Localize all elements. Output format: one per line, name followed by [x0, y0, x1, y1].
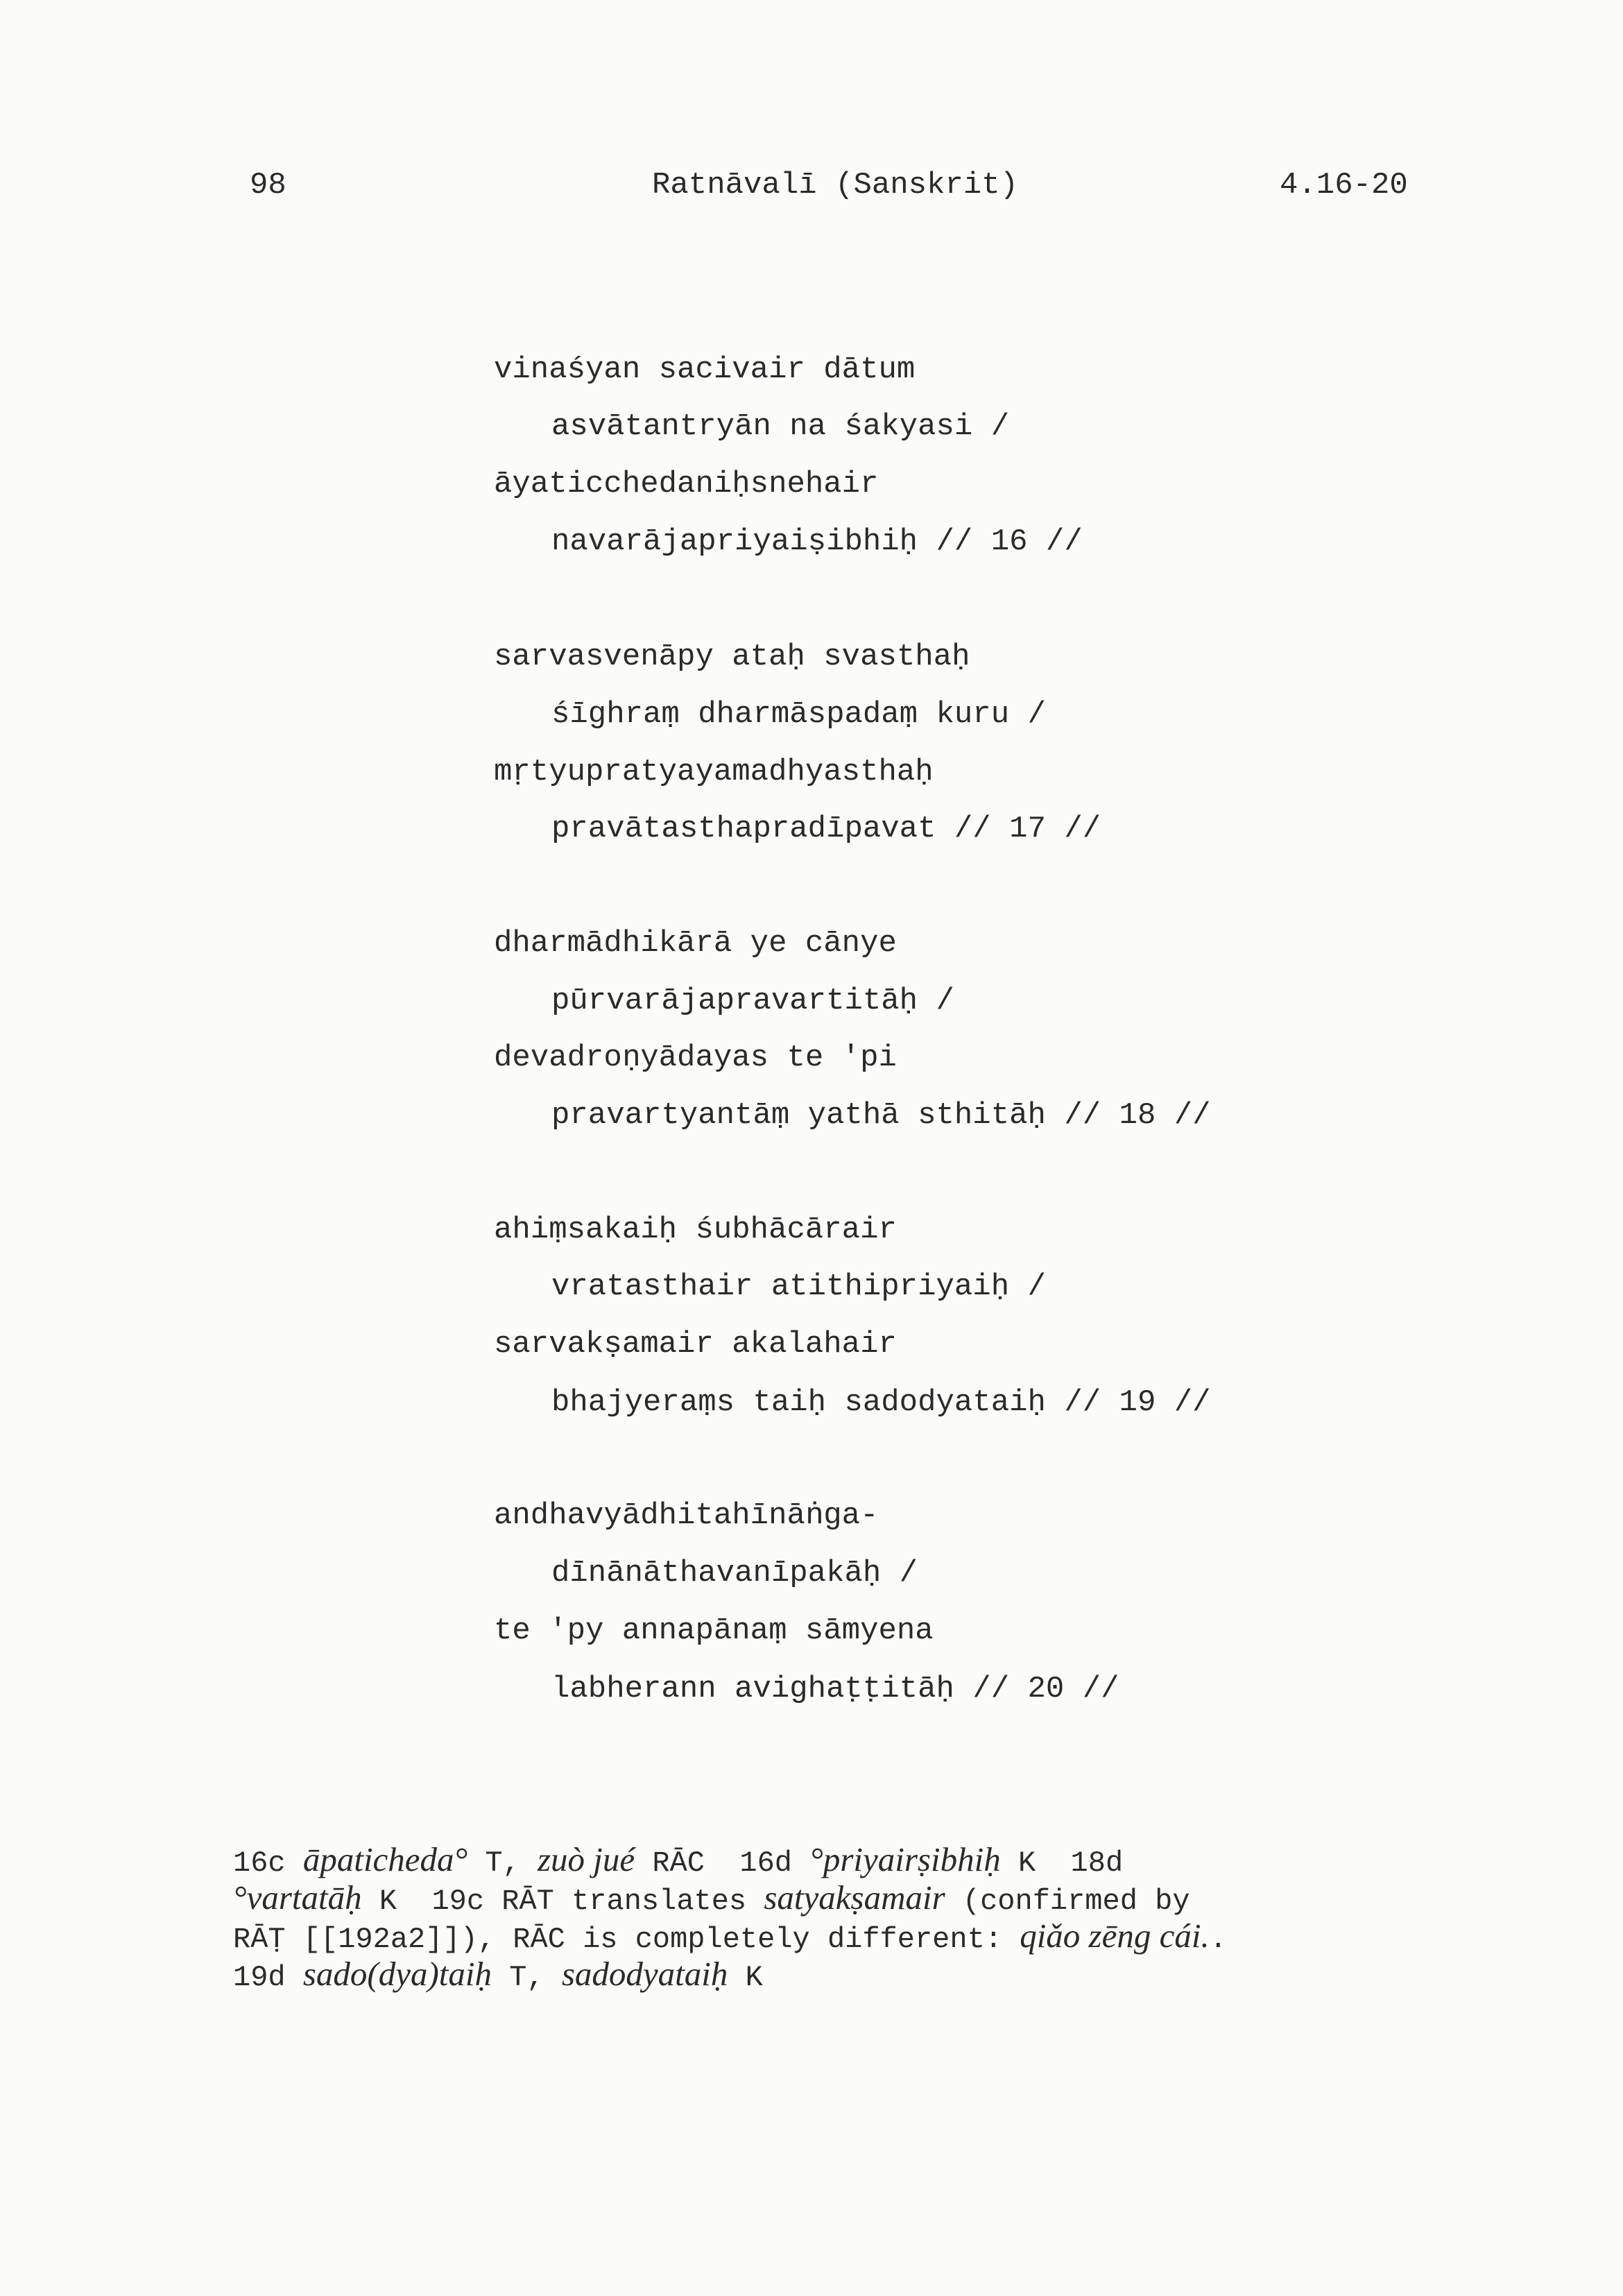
verse-17-line-a: sarvasvenāpy ataḥ svasthaḥ [494, 640, 970, 674]
verse-17-line-d: pravātasthapradīpavat // 17 // [551, 812, 1101, 846]
footnote-text: K [728, 1961, 763, 1994]
verse-18-line-c: devadroṇyādayas te 'pi [494, 1040, 897, 1075]
verse-18-line-b: pūrvarājapravartitāḥ / [551, 984, 954, 1018]
verse-16-line-d: navarājapriyaiṣibhiḥ // 16 // [551, 524, 1083, 559]
verse-19-line-a: ahiṃsakaiḥ śubhācārair [494, 1213, 897, 1247]
footnote-text: RĀṬ [[192a2]]), RĀC is completely different: [233, 1923, 1020, 1956]
footnote-text: . [1209, 1923, 1227, 1956]
verse-19-line-c: sarvakṣamair akalahair [494, 1327, 897, 1362]
verse-19-line-d: bhajyeraṃs taiḥ sadodyataiḥ // 19 // [551, 1385, 1211, 1420]
footnote-line-2 [233, 1878, 1190, 1918]
footnote-line-3 [233, 1916, 1227, 1956]
verse-17-line-b: śīghraṃ dharmāspadaṃ kuru / [551, 697, 1046, 732]
verse-16-line-a: vinaśyan sacivair dātum [494, 352, 916, 387]
footnote-italic: sadodyataiḥ [561, 1955, 728, 1993]
footnote-line-1 [233, 1840, 1123, 1880]
verse-20-line-c: te 'py annapānaṃ sāmyena [494, 1613, 934, 1648]
footnote-text: 19d [233, 1961, 303, 1994]
verse-20-line-a: andhavyādhitahīnāṅga- [494, 1498, 879, 1533]
page-number: 98 [250, 168, 286, 203]
footnote-line-4 [233, 1954, 763, 1994]
footnote-italic: āpaticheda° [302, 1840, 468, 1878]
footnote-text: T, [492, 1961, 562, 1994]
verse-17-line-c: mṛtyupratyayamadhyasthaḥ [494, 755, 934, 789]
verse-range: 4.16-20 [1280, 168, 1408, 203]
footnote-italic: qiǎo zēng cái. [1020, 1917, 1210, 1955]
verse-20-line-b: dīnānāthavanīpakāḥ / [551, 1556, 918, 1591]
footnote-text: K 18d [1000, 1847, 1124, 1880]
verse-18-line-d: pravartyantāṃ yathā sthitāḥ // 18 // [551, 1098, 1211, 1133]
footnote-text: (confirmed by [945, 1885, 1190, 1918]
footnote-text: 16c [233, 1847, 303, 1880]
footnote-italic: sado(dya)taiḥ [302, 1955, 492, 1993]
footnote-italic: °vartatāḥ [233, 1878, 362, 1917]
verse-18-line-a: dharmādhikārā ye cānye [494, 926, 897, 961]
verse-16-line-c: āyaticchedaniḥsnehair [494, 467, 879, 502]
footnote-italic: satyakṣamair [764, 1878, 945, 1917]
footnote-text: K 19c RĀT translates [361, 1885, 764, 1918]
verse-16-line-b: asvātantryān na śakyasi / [551, 409, 1010, 444]
footnote-text: RĀC 16d [635, 1847, 810, 1880]
verse-19-line-b: vratasthair atithipriyaiḥ / [551, 1269, 1046, 1304]
verse-20-line-d: labherann avighaṭṭitāḥ // 20 // [551, 1672, 1119, 1706]
footnote-italic: °priyairṣibhiḥ [809, 1840, 1001, 1878]
footnote-text: T, [467, 1847, 538, 1880]
footnote-italic: zuò jué [537, 1840, 635, 1878]
running-title: Ratnāvalī (Sanskrit) [652, 168, 1019, 203]
